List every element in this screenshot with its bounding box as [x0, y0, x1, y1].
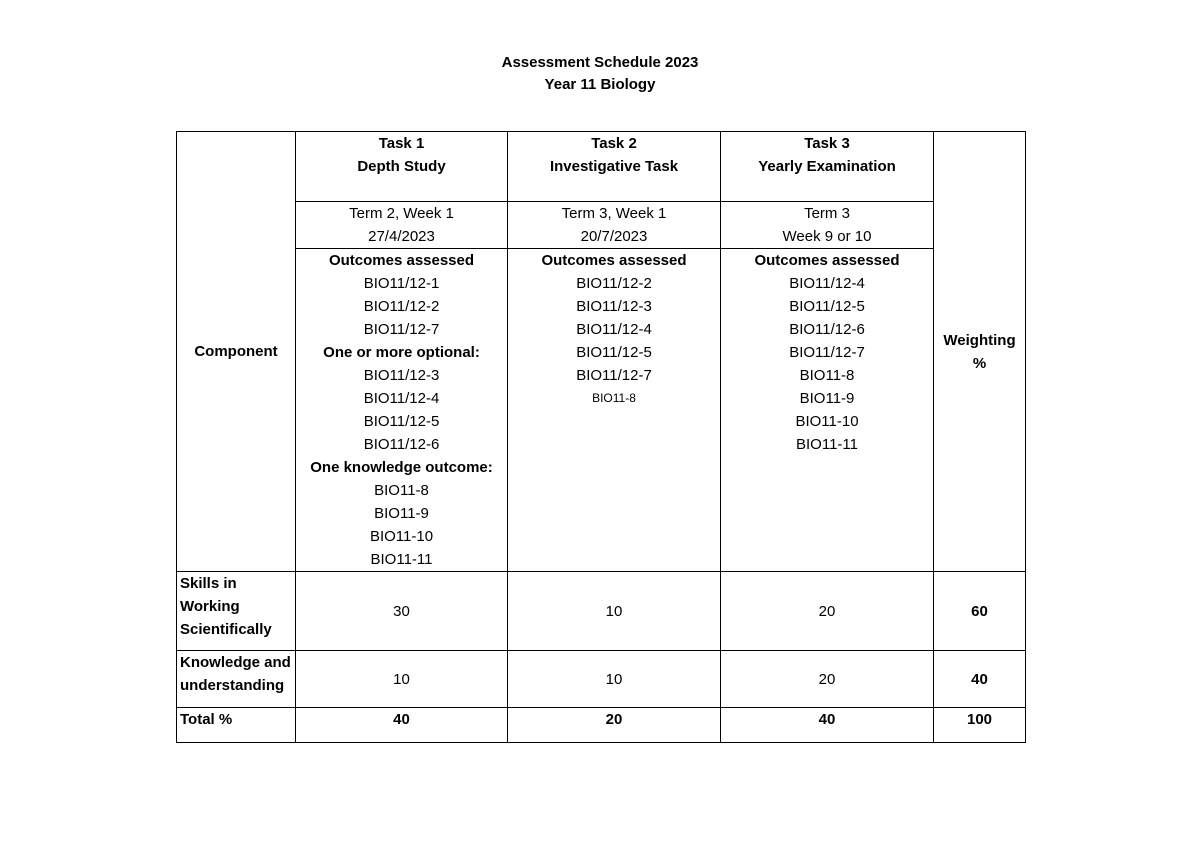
- task-name: Yearly Examination: [758, 158, 896, 175]
- assessment-schedule-table: [176, 131, 1026, 743]
- title-line-1: Assessment Schedule 2023: [501, 54, 699, 71]
- outcome-item: BIO11/12-6: [789, 321, 865, 338]
- outcome-item: BIO11-8: [592, 391, 636, 405]
- task-date: [508, 202, 721, 249]
- task-outcomes: [296, 249, 508, 572]
- task-header: [508, 132, 721, 202]
- skills-row: [177, 572, 1026, 651]
- skills-label: [177, 572, 296, 651]
- skills-value: 30: [296, 572, 508, 651]
- total-value-text: 40: [818, 711, 836, 728]
- row-label-line: Working: [180, 598, 240, 615]
- outcome-item: BIO11-9: [374, 505, 429, 522]
- outcome-item: One knowledge outcome:: [310, 459, 493, 476]
- task-header: [296, 132, 508, 202]
- skills-value: 10: [508, 572, 721, 651]
- outcome-item: BIO11/12-1: [363, 275, 440, 292]
- title-line-2: Year 11 Biology: [544, 76, 656, 93]
- outcome-item: BIO11/12-5: [363, 413, 440, 430]
- outcome-item: Outcomes assessed: [541, 252, 687, 269]
- total-weighting: [934, 708, 1026, 743]
- outcome-item: BIO11-9: [799, 390, 855, 407]
- row-label-line: understanding: [180, 677, 285, 694]
- row-label-line: Skills in: [180, 575, 237, 592]
- outcome-item: BIO11/12-2: [363, 298, 440, 315]
- task-date-line: Week 9 or 10: [782, 228, 872, 245]
- outcome-item: Outcomes assessed: [328, 252, 475, 269]
- outcome-item: BIO11/12-5: [789, 298, 865, 315]
- task-number: Task 2: [591, 135, 637, 152]
- outcome-item: One or more optional:: [323, 344, 480, 361]
- outcome-item: BIO11-8: [374, 482, 429, 499]
- outcome-item: BIO11/12-3: [576, 298, 652, 315]
- skills-weighting: 60: [934, 572, 1026, 651]
- task-header-row: [177, 132, 1026, 202]
- outcome-item: BIO11/12-2: [576, 275, 652, 292]
- task-date-line: Term 3, Week 1: [561, 205, 667, 222]
- total-value: [721, 708, 934, 743]
- total-row: [177, 708, 1026, 743]
- outcome-item: BIO11/12-6: [363, 436, 440, 453]
- outcome-item: BIO11/12-5: [576, 344, 652, 361]
- task-date-line: Term 2, Week 1: [349, 205, 454, 222]
- skills-value: 20: [721, 572, 934, 651]
- knowledge-value: 20: [721, 651, 934, 708]
- task-number: Task 1: [378, 135, 425, 152]
- task-date-line: 27/4/2023: [368, 228, 435, 245]
- task-name: Investigative Task: [549, 158, 679, 175]
- total-label: [177, 708, 296, 743]
- weighting-header: [934, 132, 1026, 572]
- task-number: Task 3: [804, 135, 850, 152]
- outcome-item: BIO11/12-4: [576, 321, 652, 338]
- weighting-percent-label: %: [972, 354, 987, 372]
- document-title: [0, 52, 1200, 96]
- task-date: [721, 202, 934, 249]
- knowledge-row: [177, 651, 1026, 708]
- outcome-item: BIO11/12-3: [363, 367, 440, 384]
- outcomes-row: [177, 249, 1026, 572]
- task-date-line: Term 3: [804, 205, 850, 222]
- outcome-item: BIO11/12-4: [363, 390, 440, 407]
- total-value: [296, 708, 508, 743]
- task-date: [296, 202, 508, 249]
- row-label-line: Total %: [180, 711, 233, 728]
- knowledge-label: [177, 651, 296, 708]
- task-date-line: 20/7/2023: [580, 228, 648, 245]
- total-weighting-text: 100: [966, 711, 993, 728]
- row-label-line: Knowledge and: [180, 654, 291, 671]
- task-date-row: [177, 202, 1026, 249]
- outcome-item: BIO11-10: [369, 528, 434, 545]
- weighting-label: Weighting: [943, 331, 1016, 349]
- row-label-line: Scientifically: [180, 621, 272, 638]
- task-outcomes: [508, 249, 721, 572]
- outcome-item: BIO11/12-4: [789, 275, 865, 292]
- total-value-text: 40: [393, 711, 410, 728]
- task-name: Depth Study: [357, 158, 446, 175]
- knowledge-value: 10: [296, 651, 508, 708]
- total-value-text: 20: [605, 711, 623, 728]
- outcome-item: BIO11/12-7: [363, 321, 440, 338]
- total-value: [508, 708, 721, 743]
- outcome-item: BIO11/12-7: [576, 367, 652, 384]
- knowledge-value: 10: [508, 651, 721, 708]
- outcome-item: Outcomes assessed: [754, 252, 900, 269]
- component-header: Component: [177, 132, 296, 572]
- outcome-item: BIO11-10: [795, 413, 859, 430]
- knowledge-weighting: 40: [934, 651, 1026, 708]
- outcome-item: BIO11-11: [370, 551, 433, 568]
- outcome-item: BIO11/12-7: [789, 344, 865, 361]
- outcome-item: BIO11-11: [796, 436, 858, 453]
- task-header: [721, 132, 934, 202]
- outcome-item: BIO11-8: [799, 367, 855, 384]
- task-outcomes: [721, 249, 934, 572]
